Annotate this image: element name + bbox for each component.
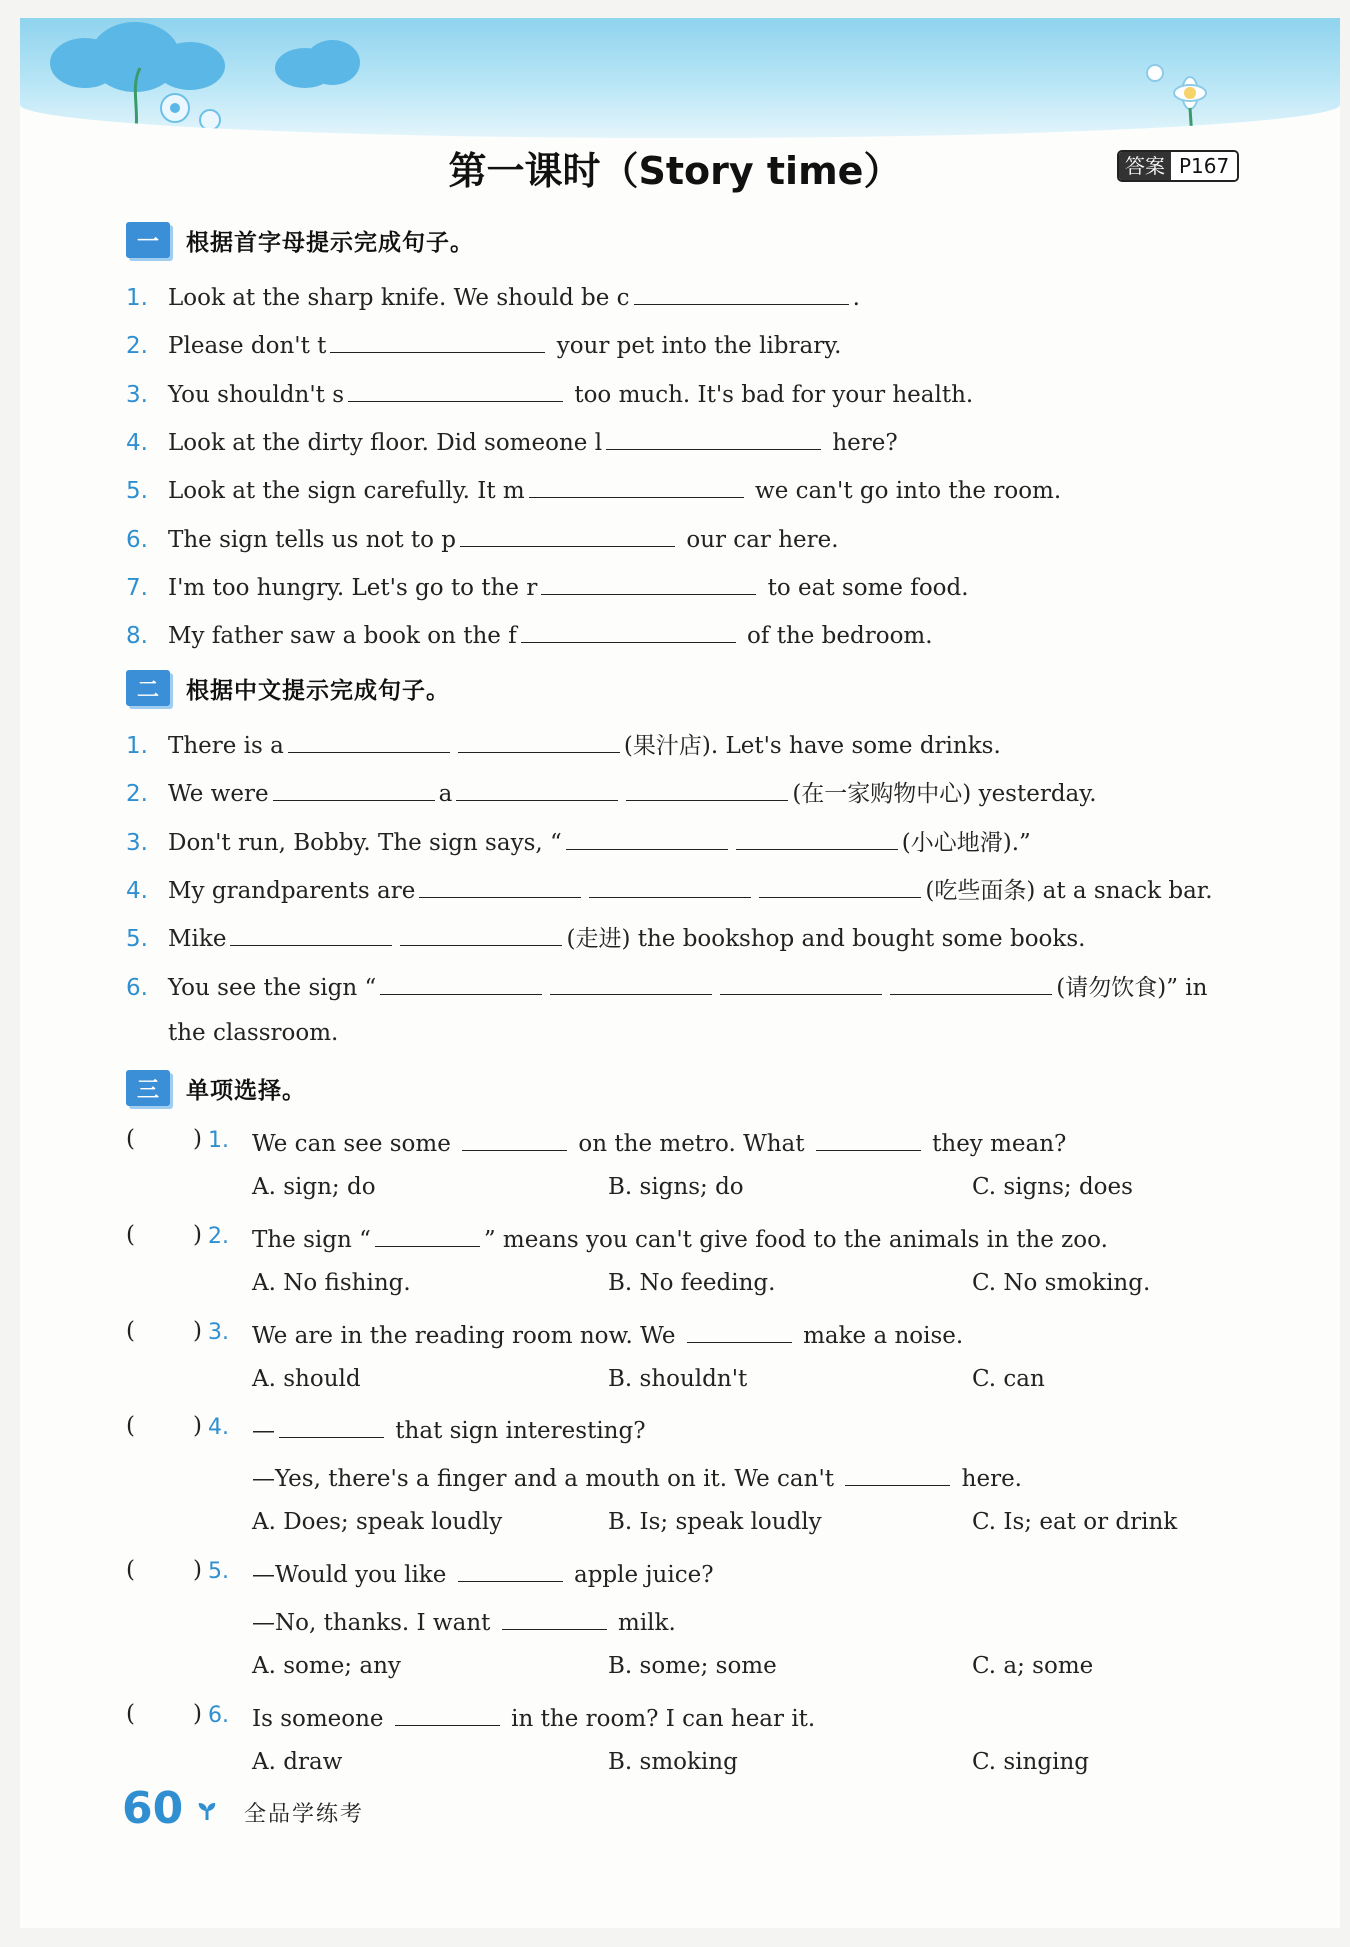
question-segment: ” means you can't give food to the animals in the zoo. bbox=[483, 1227, 1108, 1253]
answer-blank[interactable] bbox=[550, 970, 712, 995]
fill-in-item bbox=[126, 873, 1213, 906]
answer-blank[interactable] bbox=[380, 970, 542, 995]
choice-option[interactable]: C. No smoking. bbox=[972, 1270, 1151, 1296]
item-number: 3. bbox=[126, 381, 148, 408]
brand-name: 全品学练考 bbox=[244, 1802, 365, 1827]
answer-label: 答案 bbox=[1119, 152, 1171, 180]
answer-bracket[interactable] bbox=[126, 1413, 202, 1439]
bracket-close: ) bbox=[192, 1557, 202, 1583]
item-text-continued: the classroom. bbox=[168, 1019, 339, 1046]
answer-reference bbox=[1117, 150, 1239, 182]
item-text-before: Look at the dirty floor. Did someone l bbox=[168, 429, 603, 456]
item-text-after: (吃些面条) at a snack bar. bbox=[925, 877, 1213, 904]
bracket-close: ) bbox=[192, 1701, 202, 1727]
question-segment: —Would you like bbox=[252, 1562, 454, 1588]
fill-in-item bbox=[126, 473, 1061, 506]
answer-blank[interactable] bbox=[541, 570, 756, 595]
sprout-icon bbox=[196, 1800, 218, 1822]
choice-option[interactable]: B. Is; speak loudly bbox=[608, 1509, 822, 1535]
answer-blank[interactable] bbox=[230, 921, 392, 946]
item-number: 3. bbox=[126, 829, 148, 856]
question-segment: We can see some bbox=[252, 1131, 459, 1157]
section-header bbox=[126, 670, 450, 706]
item-number: 6. bbox=[126, 526, 148, 553]
answer-bracket[interactable] bbox=[126, 1557, 202, 1583]
question-segment: — bbox=[252, 1418, 275, 1444]
item-text-before: Don't run, Bobby. The sign says, “ bbox=[168, 829, 562, 856]
item-text-after: to eat some food. bbox=[760, 574, 969, 601]
item-text-after: (小心地滑).” bbox=[901, 829, 1031, 856]
choice-option[interactable]: A. Does; speak loudly bbox=[252, 1509, 503, 1535]
bracket-open: ( bbox=[126, 1126, 135, 1152]
question-text bbox=[252, 1126, 1066, 1159]
header-banner bbox=[20, 18, 1340, 138]
question-number: 6. bbox=[208, 1703, 229, 1728]
question-segment: We are in the reading room now. We bbox=[252, 1323, 683, 1349]
question-text bbox=[252, 1413, 646, 1446]
fill-in-item bbox=[126, 522, 839, 555]
question-number: 3. bbox=[208, 1320, 229, 1345]
item-text-middle: a bbox=[438, 781, 453, 808]
item-text-after: (走进) the bookshop and bought some books. bbox=[566, 926, 1086, 953]
answer-bracket[interactable] bbox=[126, 1126, 202, 1152]
answer-blank[interactable] bbox=[589, 873, 751, 898]
answer-blank[interactable] bbox=[502, 1605, 607, 1630]
question-segment: —No, thanks. I want bbox=[252, 1610, 498, 1636]
answer-bracket[interactable] bbox=[126, 1701, 202, 1727]
choice-option[interactable]: B. some; some bbox=[608, 1653, 777, 1679]
question-text bbox=[252, 1557, 714, 1590]
answer-blank[interactable] bbox=[606, 425, 821, 450]
section-header bbox=[126, 222, 474, 258]
answer-blank[interactable] bbox=[273, 776, 435, 801]
bracket-open: ( bbox=[126, 1701, 135, 1727]
answer-blank[interactable] bbox=[460, 522, 675, 547]
question-number: 4. bbox=[208, 1415, 229, 1440]
item-number: 5. bbox=[126, 478, 148, 505]
answer-blank[interactable] bbox=[288, 728, 450, 753]
fill-in-item bbox=[126, 280, 860, 313]
question-segment: here. bbox=[954, 1466, 1022, 1492]
answer-blank[interactable] bbox=[375, 1222, 480, 1247]
fill-in-item bbox=[126, 921, 1085, 954]
answer-blank[interactable] bbox=[419, 873, 581, 898]
choice-option[interactable]: A. draw bbox=[252, 1749, 343, 1775]
section-title: 根据中文提示完成句子。 bbox=[186, 677, 450, 704]
item-text-after: (在一家购物中心) yesterday. bbox=[792, 781, 1097, 808]
item-text-before: My father saw a book on the f bbox=[168, 623, 517, 650]
question-segment: make a noise. bbox=[795, 1323, 964, 1349]
item-number: 7. bbox=[126, 574, 148, 601]
answer-bracket[interactable] bbox=[126, 1318, 202, 1344]
choice-option[interactable]: B. signs; do bbox=[608, 1174, 744, 1200]
question-text bbox=[252, 1318, 963, 1351]
fill-in-item bbox=[126, 618, 933, 651]
section-badge: 二 bbox=[126, 670, 170, 706]
item-number: 2. bbox=[126, 781, 148, 808]
question-segment: Is someone bbox=[252, 1706, 391, 1732]
choice-option[interactable]: C. Is; eat or drink bbox=[972, 1509, 1178, 1535]
question-text bbox=[252, 1701, 815, 1734]
answer-blank[interactable] bbox=[736, 825, 898, 850]
section-title: 单项选择。 bbox=[186, 1077, 306, 1104]
choice-option[interactable]: C. signs; does bbox=[972, 1174, 1133, 1200]
item-text-after: we can't go into the room. bbox=[747, 478, 1062, 505]
item-number: 4. bbox=[126, 429, 148, 456]
answer-blank[interactable] bbox=[462, 1126, 567, 1151]
question-segment: on the metro. What bbox=[571, 1131, 812, 1157]
answer-blank[interactable] bbox=[566, 825, 728, 850]
fill-in-item bbox=[126, 825, 1031, 858]
question-segment: milk. bbox=[610, 1610, 676, 1636]
question-number: 1. bbox=[208, 1128, 229, 1153]
answer-blank[interactable] bbox=[521, 618, 736, 643]
question-segment: —Yes, there's a finger and a mouth on it. We can't bbox=[252, 1466, 842, 1492]
answer-blank[interactable] bbox=[348, 377, 563, 402]
choice-option[interactable]: A. No fishing. bbox=[252, 1270, 411, 1296]
bracket-close: ) bbox=[192, 1318, 202, 1344]
item-text-before: Look at the sharp knife. We should be c bbox=[168, 285, 630, 311]
section-badge: 一 bbox=[126, 222, 170, 258]
answer-blank[interactable] bbox=[845, 1461, 950, 1486]
answer-page: P167 bbox=[1171, 152, 1237, 180]
fill-in-item bbox=[126, 728, 1001, 761]
item-number: 1. bbox=[126, 285, 148, 311]
question-segment: they mean? bbox=[924, 1131, 1067, 1157]
choice-option[interactable]: B. smoking bbox=[608, 1749, 738, 1775]
answer-blank[interactable] bbox=[279, 1413, 384, 1438]
item-number: 8. bbox=[126, 623, 148, 650]
bracket-open: ( bbox=[126, 1222, 135, 1248]
fill-in-item bbox=[126, 425, 898, 458]
answer-blank[interactable] bbox=[759, 873, 921, 898]
answer-blank[interactable] bbox=[458, 728, 620, 753]
bracket-open: ( bbox=[126, 1557, 135, 1583]
item-text-before: You see the sign “ bbox=[168, 974, 377, 1001]
item-text-before: I'm too hungry. Let's go to the r bbox=[168, 574, 538, 601]
question-text bbox=[252, 1222, 1108, 1255]
answer-blank[interactable] bbox=[890, 970, 1052, 995]
answer-bracket[interactable] bbox=[126, 1222, 202, 1248]
answer-blank[interactable] bbox=[816, 1126, 921, 1151]
choice-option[interactable]: A. some; any bbox=[252, 1653, 401, 1679]
fill-in-item bbox=[126, 970, 1207, 1003]
item-text-before: You shouldn't s bbox=[168, 381, 345, 408]
fill-in-continuation bbox=[168, 1018, 338, 1048]
item-number: 4. bbox=[126, 877, 148, 904]
item-number: 2. bbox=[126, 333, 148, 360]
item-number: 1. bbox=[126, 733, 148, 759]
question-segment: in the room? I can hear it. bbox=[503, 1706, 816, 1732]
choice-option[interactable]: C. a; some bbox=[972, 1653, 1094, 1679]
bracket-close: ) bbox=[192, 1413, 202, 1439]
answer-blank[interactable] bbox=[330, 328, 545, 353]
item-number: 6. bbox=[126, 974, 148, 1001]
flower-icon bbox=[115, 58, 235, 138]
question-number: 5. bbox=[208, 1559, 229, 1584]
answer-blank[interactable] bbox=[395, 1701, 500, 1726]
item-text-after: (果汁店). Let's have some drinks. bbox=[623, 733, 1001, 759]
item-text-before: There is a bbox=[168, 733, 284, 759]
question-segment: apple juice? bbox=[566, 1562, 714, 1588]
item-text-after: here? bbox=[825, 429, 898, 456]
bracket-open: ( bbox=[126, 1413, 135, 1439]
section-badge: 三 bbox=[126, 1070, 170, 1106]
item-text-before: Please don't t bbox=[168, 333, 327, 360]
answer-blank[interactable] bbox=[626, 776, 788, 801]
fill-in-item bbox=[126, 328, 841, 361]
item-text-after: . bbox=[852, 285, 860, 311]
item-text-before: The sign tells us not to p bbox=[168, 526, 457, 553]
item-number: 5. bbox=[126, 926, 148, 953]
answer-blank[interactable] bbox=[720, 970, 882, 995]
item-text-before: My grandparents are bbox=[168, 877, 416, 904]
bracket-close: ) bbox=[192, 1126, 202, 1152]
question-number: 2. bbox=[208, 1224, 229, 1249]
fill-in-item bbox=[126, 570, 969, 603]
answer-blank[interactable] bbox=[400, 921, 562, 946]
fill-in-item bbox=[126, 776, 1097, 809]
bracket-open: ( bbox=[126, 1318, 135, 1344]
cloud-decoration bbox=[305, 40, 360, 85]
fill-in-item bbox=[126, 377, 973, 410]
item-text-after: your pet into the library. bbox=[549, 333, 842, 360]
question-text bbox=[252, 1461, 1022, 1494]
question-text bbox=[252, 1605, 676, 1638]
item-text-after: our car here. bbox=[679, 526, 839, 553]
answer-blank[interactable] bbox=[456, 776, 618, 801]
question-segment: that sign interesting? bbox=[388, 1418, 646, 1444]
choice-option[interactable]: C. singing bbox=[972, 1749, 1089, 1775]
choice-option[interactable]: A. sign; do bbox=[252, 1174, 376, 1200]
choice-option[interactable]: A. should bbox=[252, 1366, 361, 1392]
item-text-after: of the bedroom. bbox=[739, 623, 933, 650]
choice-option[interactable]: C. can bbox=[972, 1366, 1045, 1392]
question-segment: The sign “ bbox=[252, 1227, 371, 1253]
section-header bbox=[126, 1070, 306, 1106]
answer-blank[interactable] bbox=[529, 473, 744, 498]
answer-blank[interactable] bbox=[458, 1557, 563, 1582]
answer-blank[interactable] bbox=[687, 1318, 792, 1343]
section-title: 根据首字母提示完成句子。 bbox=[186, 229, 474, 256]
choice-option[interactable]: B. No feeding. bbox=[608, 1270, 776, 1296]
item-text-after: (请勿饮食)” in bbox=[1056, 974, 1208, 1001]
choice-option[interactable]: B. shouldn't bbox=[608, 1366, 748, 1392]
item-text-after: too much. It's bad for your health. bbox=[567, 381, 974, 408]
page-number: 60 bbox=[122, 1783, 184, 1834]
item-text-before: Mike bbox=[168, 926, 227, 953]
answer-blank[interactable] bbox=[634, 280, 849, 305]
item-text-before: Look at the sign carefully. It m bbox=[168, 478, 525, 505]
bracket-close: ) bbox=[192, 1222, 202, 1248]
item-text-before: We were bbox=[168, 781, 269, 808]
page-title: 第一课时（Story time） bbox=[448, 149, 902, 193]
daisy-icon bbox=[1130, 48, 1230, 138]
